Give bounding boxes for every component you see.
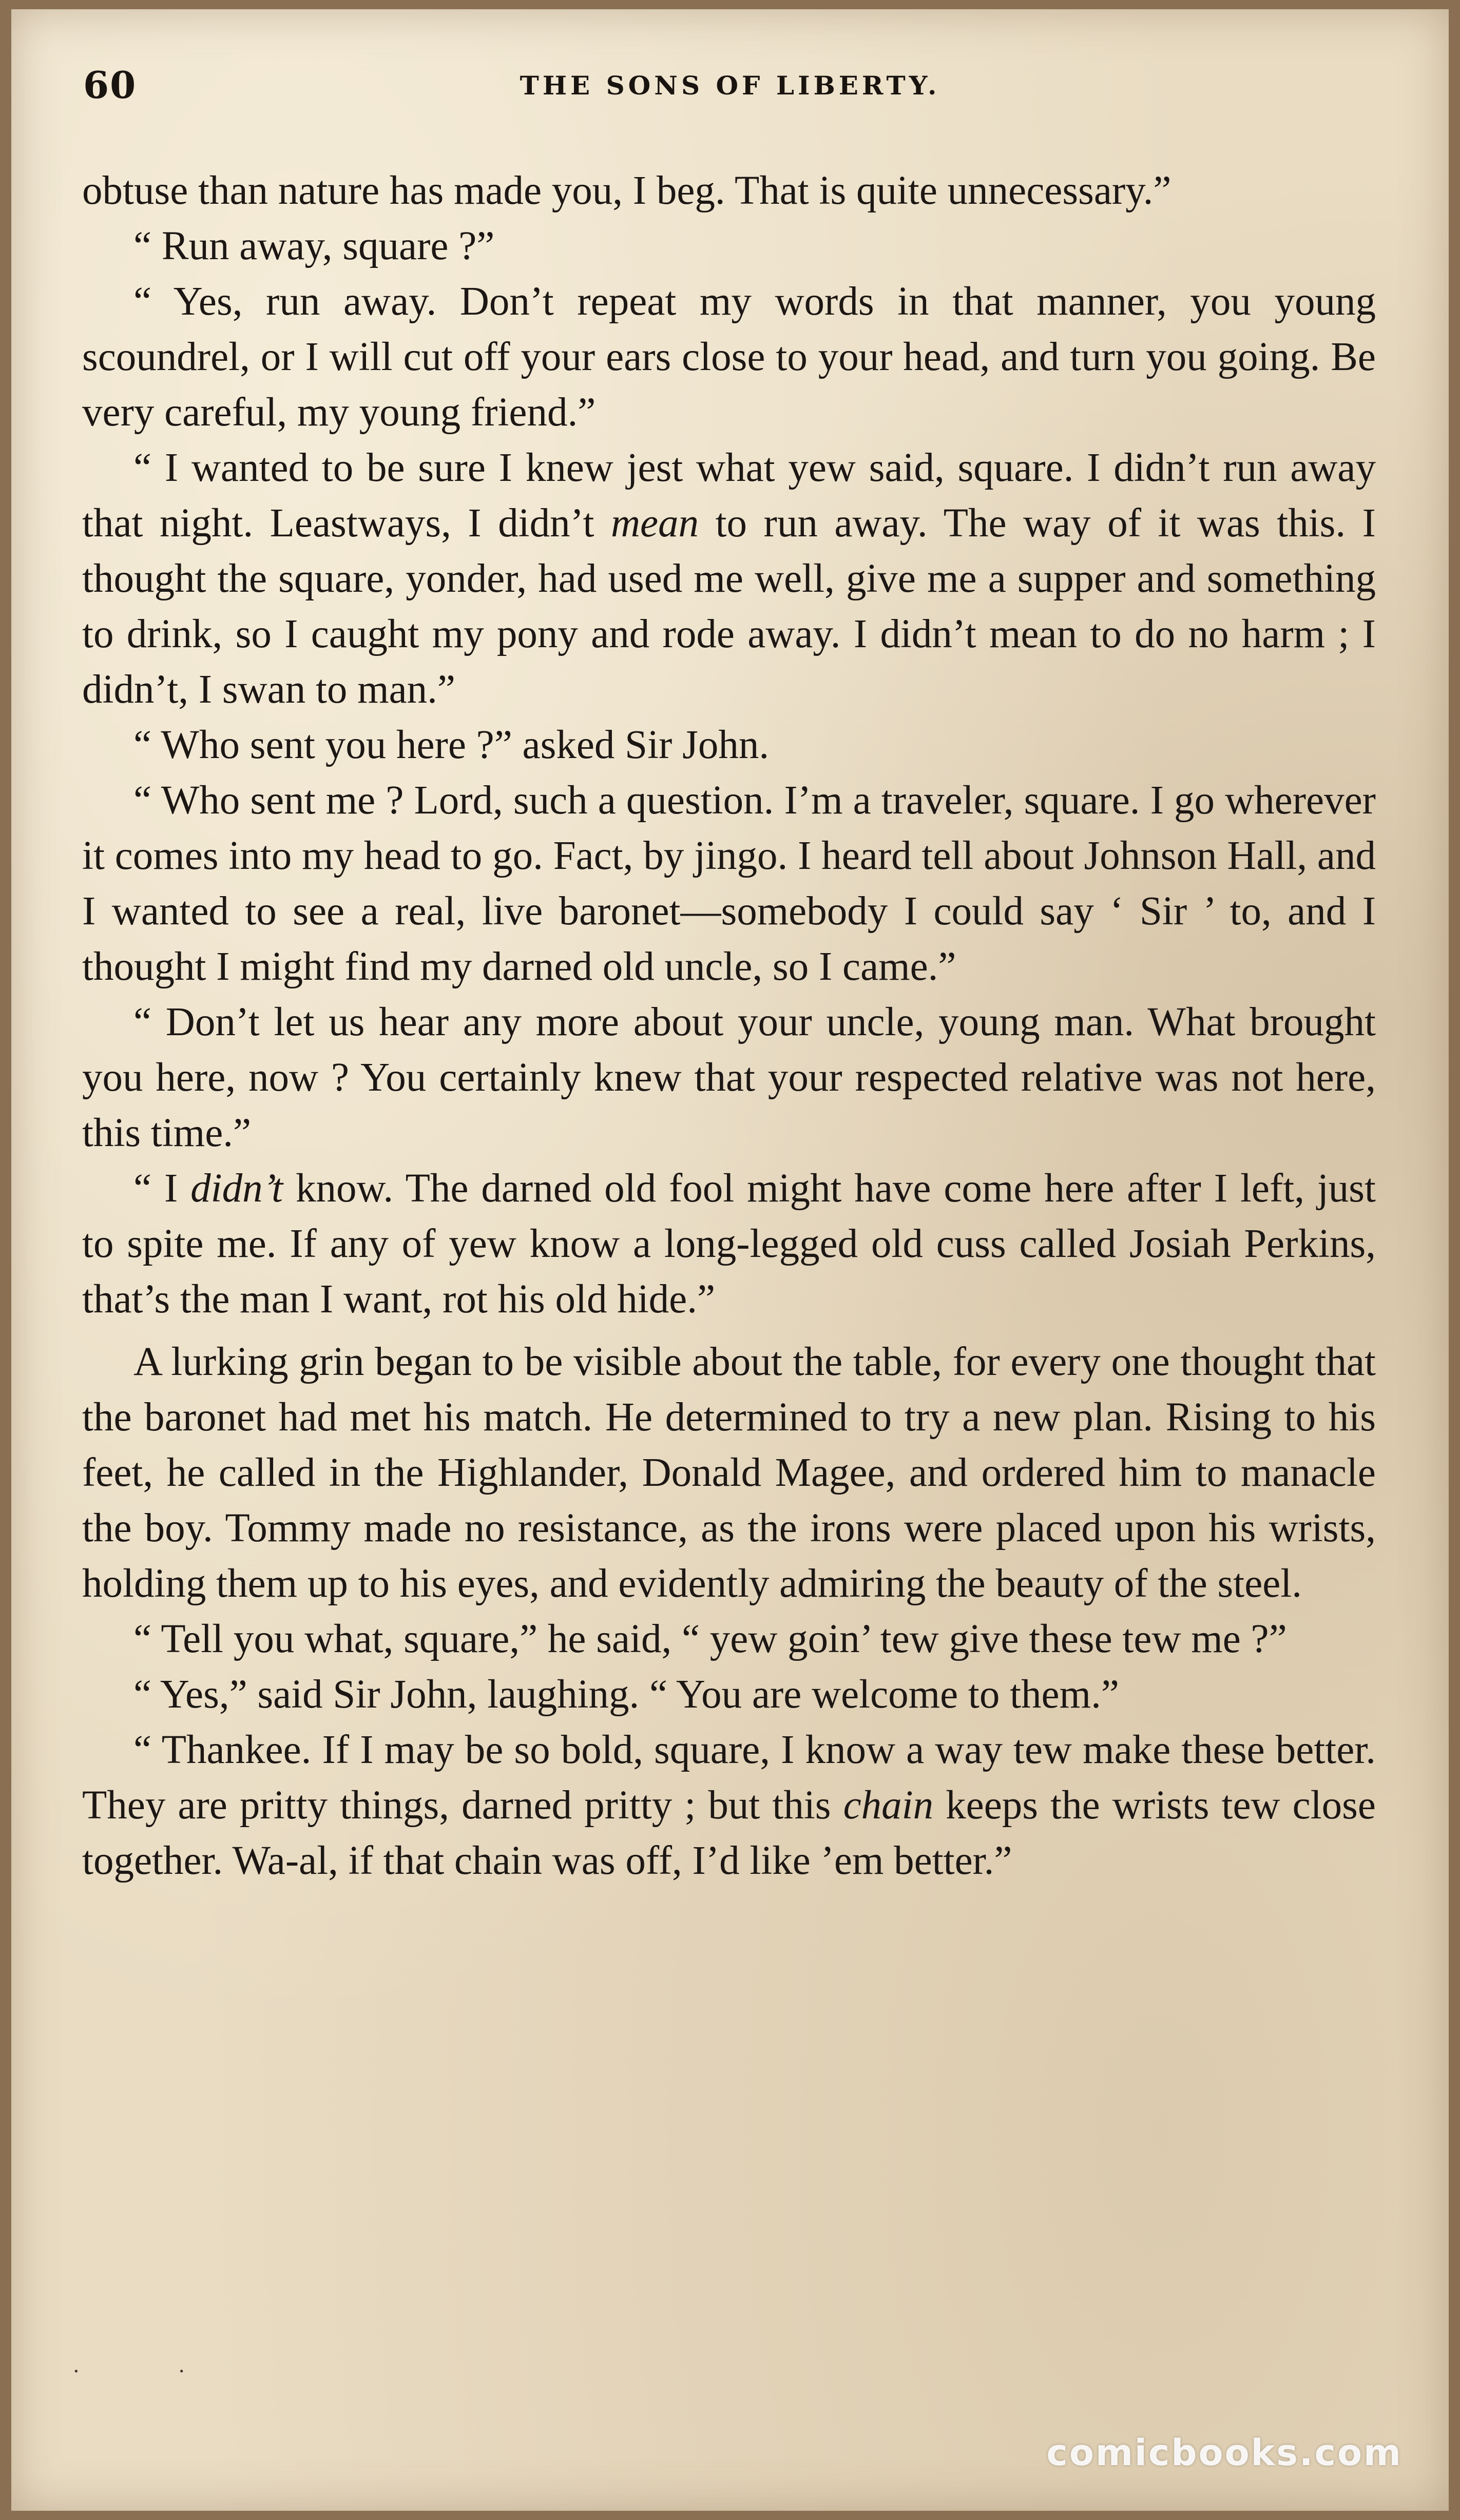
running-head: THE SONS OF LIBERTY.	[520, 70, 940, 101]
page-header	[83, 63, 1377, 120]
paragraph-3: “ Yes, run away. Don’t repeat my words in that manner, you young scoundrel, or I will cut off your ears close to your head, and turn you going. Be very careful, my young friend.”	[82, 279, 1376, 435]
paragraph-5: “ Who sent you here ?” asked Sir John.	[133, 723, 770, 767]
paragraph-1: obtuse than nature has made you, I beg. That is quite unnecessary.”	[82, 168, 1171, 213]
paragraph-6: “ Who sent me ? Lord, such a question. I’m a traveler, square. I go wherever it comes into my head to go. Fact, by jingo. I heard tell about Johnson Hall, and I wanted to see a real, live baronet—somebody I could say ‘ Sir ’ to, and I thought I might find my darned old uncle, so I came.”	[82, 778, 1376, 989]
paragraph-8-rest: know. The darned old fool might have come here after I left, just to spite me. If any of yew know a long-legged old cuss called Josiah Perkins, that’s the man I want, rot his old hide.”	[82, 1166, 1376, 1322]
paragraph-12-rest: keeps the wrists tew close together. Wa-al, if that chain was off, I’d like ’em better.”	[82, 1783, 1376, 1883]
book-page	[11, 9, 1449, 2511]
paragraph-4-start: “ I wanted to be sure I knew jest what yew said, square. I didn’t run away that night. Leastways, I didn’t	[82, 445, 1376, 546]
paragraph-8-start: “ I	[133, 1166, 191, 1211]
italic-mean: mean	[610, 501, 699, 546]
paragraph-12-start: “ Thankee. If I may be so bold, square, I know a way tew make these better. They are pritty things, darned pritty ; but this	[82, 1728, 1376, 1828]
italic-chain: chain	[843, 1783, 934, 1828]
paragraph-4	[82, 440, 1376, 718]
paragraph-2: “ Run away, square ?”	[133, 224, 495, 268]
paragraph-10: “ Tell you what, square,” he said, “ yew goin’ tew give these tew me ?”	[133, 1617, 1287, 1661]
paragraph-9: A lurking grin began to be visible about the table, for every one thought that the baronet had met his match. He determined to try a new plan. Rising to his feet, he called in the Highlander, Donald Magee, and ordered him to manacle the boy. Tommy made no resistance, as the irons were placed upon his wrists, holding them up to his eyes, and evidently admiring the beauty of the steel.	[82, 1340, 1376, 1606]
paragraph-4-rest: to run away. The way of it was this. I thought the square, yonder, had used me well, give me a supper and something to drink, so I caught my pony and rode away. I didn’t mean to do no harm ; I didn’t, I swan to man.”	[82, 501, 1376, 712]
body-text	[82, 163, 1376, 1889]
page-number: 60	[83, 63, 137, 107]
watermark: comicbooks.com	[1046, 2432, 1403, 2474]
italic-didnt: didn’t	[190, 1166, 283, 1211]
ink-specks: · ·	[73, 2360, 232, 2383]
paragraph-7: “ Don’t let us hear any more about your uncle, young man. What brought you here, now ? You certainly knew that your respected relative was not here, this time.”	[82, 1000, 1376, 1155]
paragraph-gap	[82, 1327, 1376, 1334]
paragraph-12	[82, 1722, 1376, 1889]
paragraph-11: “ Yes,” said Sir John, laughing. “ You are welcome to them.”	[133, 1672, 1119, 1717]
paragraph-8	[82, 1161, 1376, 1327]
